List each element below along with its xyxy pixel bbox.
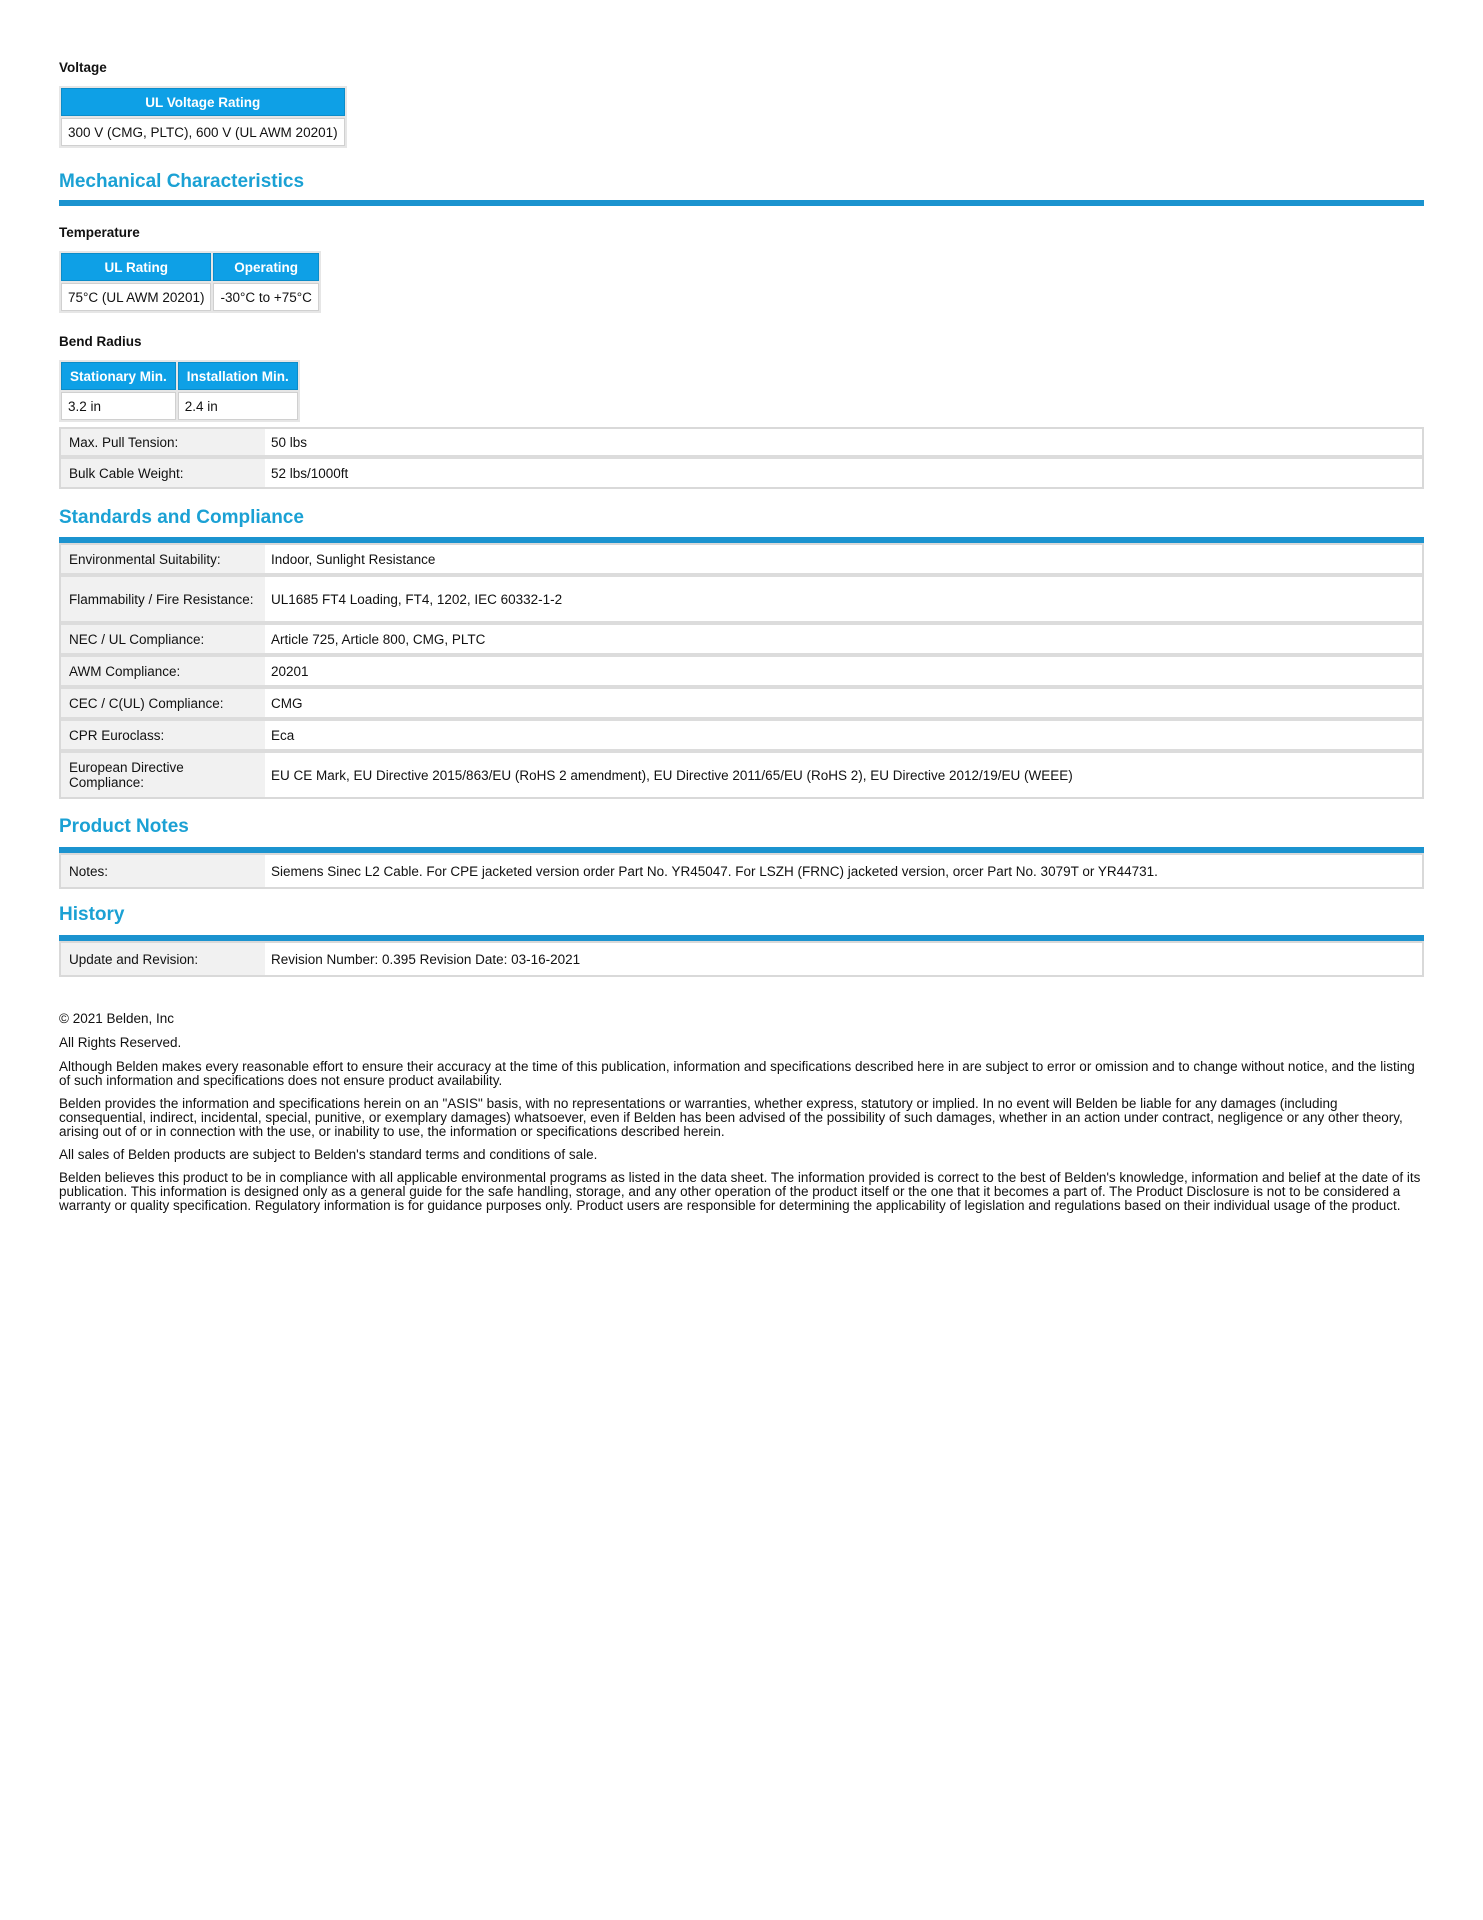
row-value: Indoor, Sunlight Resistance (271, 551, 436, 567)
bend-value-installation: 2.4 in (178, 392, 298, 420)
section-title-standards: Standards and Compliance (59, 507, 304, 528)
table-row (61, 545, 1422, 577)
row-value: 52 lbs/1000ft (271, 465, 349, 481)
table-row (61, 855, 1422, 887)
voltage-heading: Voltage (59, 60, 107, 75)
notes-table (59, 853, 1424, 889)
row-label: Update and Revision: (61, 943, 265, 975)
table-row (61, 429, 1422, 459)
disclaimer-paragraph: Although Belden makes every reasonable effort to ensure their accuracy at the time of this publication, information and specifications described here in are subject to error or omission and to change without notice, and the listing of such information and specifications does not ensure product availability. (59, 1059, 1415, 1088)
standards-table (59, 543, 1424, 799)
section-rule (59, 200, 1424, 206)
bend-value-stationary: 3.2 in (61, 392, 176, 420)
temperature-header-ul-rating: UL Rating (61, 253, 211, 281)
temperature-value-operating: -30°C to +75°C (213, 283, 318, 311)
row-label: European Directive Compliance: (61, 753, 265, 797)
disclaimer-paragraph: Belden believes this product to be in compliance with all applicable environmental programs as listed in the data sheet. The information provided is correct to the best of Belden's knowledge, information and belief at the date of its publication. This information is designed only as a general guide for the safe handling, storage, and any other operation of the product itself or the one that it becomes a part of. The Product Disclosure is not to be considered a warranty or quality specification. Regulatory information is for guidance purposes only. Product users are responsible for determining the applicability of legislation and regulations based on their individual usage of the product. (59, 1170, 1421, 1213)
section-title-mechanical: Mechanical Characteristics (59, 171, 305, 192)
voltage-table-header: UL Voltage Rating (61, 88, 345, 116)
row-label: AWM Compliance: (61, 657, 265, 685)
row-value: Eca (271, 727, 295, 743)
row-label: Bulk Cable Weight: (61, 459, 265, 487)
bend-radius-table (59, 360, 300, 422)
row-value: EU CE Mark, EU Directive 2015/863/EU (RoHS 2 amendment), EU Directive 2011/65/EU (RoHS 2), EU Directive 2012/19/EU (WEEE) (271, 767, 1073, 783)
section-title-history: History (59, 904, 125, 925)
bend-header-stationary: Stationary Min. (61, 362, 176, 390)
bend-radius-heading: Bend Radius (59, 334, 142, 349)
row-label: Flammability / Fire Resistance: (61, 577, 265, 621)
table-row (61, 721, 1422, 753)
row-label: Environmental Suitability: (61, 545, 265, 573)
table-row (61, 459, 1422, 487)
table-row (61, 753, 1422, 797)
row-value: UL1685 FT4 Loading, FT4, 1202, IEC 60332-1-2 (271, 591, 563, 607)
table-row (61, 577, 1422, 625)
disclaimer-paragraph: All sales of Belden products are subject to Belden's standard terms and conditions of sale. (59, 1147, 598, 1162)
row-label: CEC / C(UL) Compliance: (61, 689, 265, 717)
row-value: 50 lbs (271, 434, 308, 450)
row-value: Siemens Sinec L2 Cable. For CPE jacketed version order Part No. YR45047. For LSZH (FRNC) jacketed version, orcer Part No. 3079T or YR44731. (271, 863, 1158, 879)
row-value: 20201 (271, 663, 309, 679)
disclaimer-paragraph: Belden provides the information and specifications herein on an "ASIS" basis, with no representations or warranties, whether express, statutory or implied. In no event will Belden be liable for any damages (including consequential, indirect, incidental, special, punitive, or exemplary damages) whatsoever, even if Belden has been advised of the possibility of such damages, whether in an action under contract, negligence or any other theory, arising out of or in connection with the use, or inability to use, the information or specifications described herein. (59, 1096, 1403, 1139)
copyright-text: © 2021 Belden, Inc (59, 1011, 175, 1026)
temperature-header-operating: Operating (213, 253, 318, 281)
row-label: NEC / UL Compliance: (61, 625, 265, 653)
voltage-table (59, 86, 347, 148)
rights-text: All Rights Reserved. (59, 1035, 182, 1050)
temperature-heading: Temperature (59, 225, 140, 240)
table-row (61, 943, 1422, 975)
row-value: Article 725, Article 800, CMG, PLTC (271, 631, 486, 647)
row-label: Notes: (61, 855, 265, 887)
bend-header-installation: Installation Min. (178, 362, 298, 390)
temperature-table (59, 251, 321, 313)
legal-footer (59, 1012, 1424, 1222)
history-table (59, 941, 1424, 977)
table-row (61, 657, 1422, 689)
row-value: Revision Number: 0.395 Revision Date: 03-16-2021 (271, 951, 581, 967)
section-title-product-notes: Product Notes (59, 816, 189, 837)
row-label: CPR Euroclass: (61, 721, 265, 749)
mechanical-properties-table (59, 427, 1424, 489)
row-value: CMG (271, 695, 303, 711)
table-row (61, 689, 1422, 721)
voltage-table-value: 300 V (CMG, PLTC), 600 V (UL AWM 20201) (61, 118, 345, 146)
row-label: Max. Pull Tension: (61, 429, 265, 455)
temperature-value-ul-rating: 75°C (UL AWM 20201) (61, 283, 211, 311)
table-row (61, 625, 1422, 657)
